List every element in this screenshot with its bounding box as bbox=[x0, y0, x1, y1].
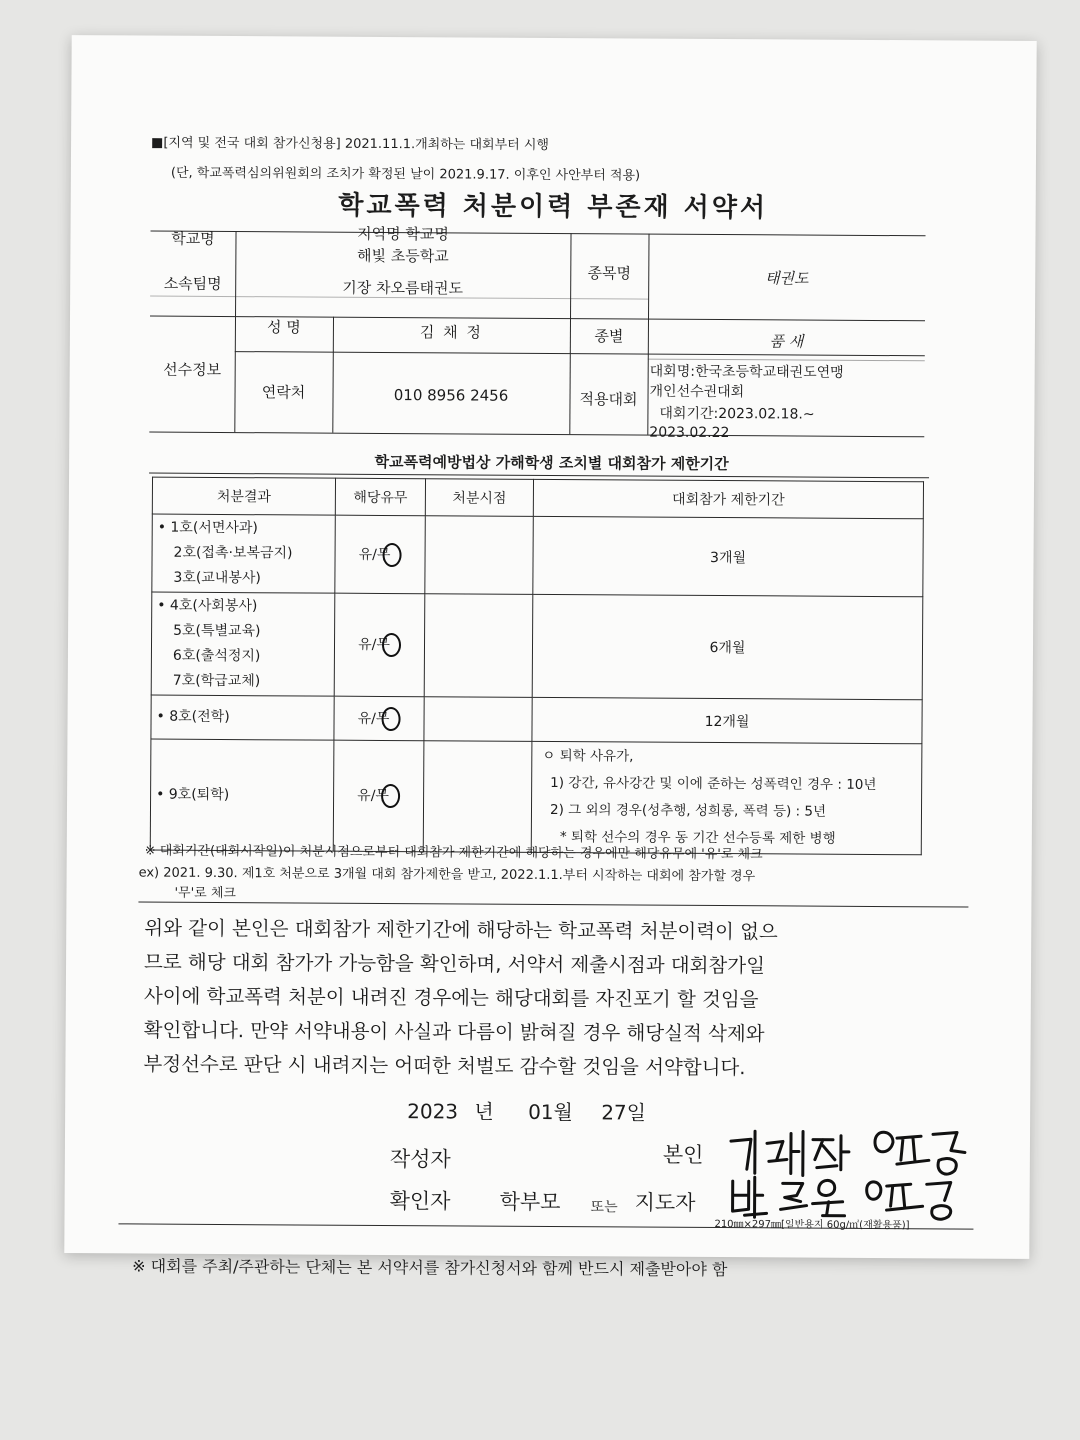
table-row bbox=[151, 592, 923, 700]
expulsion-line: * 퇴학 선수의 경우 동 기간 선수등록 제한 병행 bbox=[559, 829, 836, 847]
paper-spec: 210㎜×297㎜[일반용지 60g/㎡(재활용품)] bbox=[714, 1219, 910, 1232]
no-circle-mark bbox=[381, 784, 400, 808]
disposition-item: • 8호(전학) bbox=[156, 708, 230, 726]
no-circle-mark bbox=[381, 706, 400, 730]
type-value: 품 새 bbox=[769, 332, 804, 351]
table-row bbox=[150, 739, 922, 855]
disposition-cell bbox=[150, 739, 334, 851]
competition-line2: 개인선수권대회 bbox=[649, 383, 745, 401]
signing-date bbox=[407, 1095, 646, 1125]
event-label: 종목명 bbox=[587, 264, 632, 283]
applicable-checkbox[interactable] bbox=[334, 593, 425, 697]
pledge-line: 위와 같이 본인은 대회참가 제한기간에 해당하는 학교폭력 처분이력이 없으 bbox=[144, 916, 778, 944]
coach-label: 지도자 bbox=[634, 1190, 696, 1215]
date-day: 27일 bbox=[601, 1100, 647, 1125]
restriction-table bbox=[150, 477, 924, 856]
table-row bbox=[152, 514, 923, 597]
disposition-item: • 9호(퇴학) bbox=[156, 786, 230, 803]
disposition-cell bbox=[151, 592, 335, 696]
expulsion-line: ㅇ 퇴학 사유가, bbox=[542, 747, 634, 765]
disposition-cell bbox=[151, 695, 334, 740]
name-label: 성 명 bbox=[267, 318, 301, 337]
disposition-cell bbox=[152, 514, 335, 593]
col-header-date: 처분시점 bbox=[425, 479, 533, 517]
period-cell: 12개월 bbox=[532, 697, 922, 743]
header-line-2: (단, 학교폭력심의위원회의 조치가 확정된 날이 2021.9.17. 이후인 사안부터 적용) bbox=[170, 165, 641, 184]
school-value-line1: 지역명 학교명 bbox=[357, 224, 449, 244]
disposition-date-cell[interactable] bbox=[423, 741, 532, 853]
expulsion-line: 1) 강간, 유사강간 및 이에 준하는 성폭력인 경우 : 10년 bbox=[550, 775, 877, 793]
event-value: 태권도 bbox=[764, 269, 809, 288]
athlete-info-label: 선수정보 bbox=[163, 360, 222, 379]
team-value: 기장 차오름태권도 bbox=[342, 278, 464, 298]
applicable-checkbox[interactable] bbox=[334, 696, 424, 741]
period-cell: 3개월 bbox=[533, 516, 923, 596]
period-cell: 6개월 bbox=[532, 594, 923, 699]
self-label: 본인 bbox=[662, 1142, 704, 1167]
document-title: 학교폭력 처분이력 부존재 서약서 bbox=[338, 190, 769, 224]
table-row bbox=[151, 695, 922, 744]
school-label: 학교명 bbox=[171, 229, 215, 248]
disposition-item: • 4호(사회봉사) bbox=[157, 597, 258, 615]
team-label: 소속팀명 bbox=[163, 274, 222, 293]
applicable-checkbox[interactable] bbox=[333, 740, 424, 852]
note-line-3: '무'로 체크 bbox=[174, 885, 237, 902]
contact-label: 연락처 bbox=[261, 383, 306, 402]
parent-label: 학부모 bbox=[499, 1189, 561, 1215]
pledge-document bbox=[64, 35, 1036, 1280]
disposition-item: 3호(교내봉사) bbox=[173, 569, 261, 587]
col-header-result: 처분결과 bbox=[152, 477, 335, 515]
info-table bbox=[72, 35, 1037, 41]
confirmer-label: 확인자 bbox=[389, 1189, 451, 1214]
footer-notice: ※ 대회를 주최/주관하는 단체는 본 서약서를 참가신청서와 함께 반드시 제출받아야 함 bbox=[132, 1256, 728, 1280]
yn-label: 유/무 bbox=[357, 710, 390, 727]
header-line-1: ■[지역 및 전국 대회 참가신청용] 2021.11.1.개최하는 대회부터 시행 bbox=[151, 135, 550, 153]
writer-label: 작성자 bbox=[389, 1147, 451, 1172]
pledge-line: 확인합니다. 만약 서약내용이 사실과 다름이 밝혀질 경우 해당실적 삭제와 bbox=[143, 1018, 765, 1046]
expulsion-period-cell bbox=[531, 741, 922, 854]
disposition-item: 2호(접촉·보복금지) bbox=[173, 544, 293, 562]
no-circle-mark bbox=[382, 633, 401, 657]
col-header-period: 대회참가 제한기간 bbox=[533, 479, 923, 518]
pledge-line: 므로 해당 대회 참가가 가능함을 확인하며, 서약서 제출시점과 대회참가일 bbox=[143, 950, 766, 978]
pledge-line: 부정선수로 판단 시 내려지는 어떠한 처벌도 감수할 것임을 서약합니다. bbox=[143, 1052, 746, 1080]
yn-label: 유/무 bbox=[358, 546, 391, 563]
competition-label: 적용대회 bbox=[579, 390, 638, 409]
date-year-unit: 년 bbox=[474, 1099, 494, 1124]
competition-line1: 대회명:한국초등학교태권도연맹 bbox=[649, 363, 844, 381]
name-value: 김 채 정 bbox=[419, 323, 483, 342]
applicable-checkbox[interactable] bbox=[335, 515, 425, 594]
disposition-item: • 1호(서면사과) bbox=[157, 519, 258, 537]
pledge-line: 사이에 학교폭력 처분이 내려진 경우에는 해당대회를 자진포기 할 것임을 bbox=[143, 984, 759, 1012]
contact-value: 010 8956 2456 bbox=[393, 386, 509, 405]
yn-label: 유/무 bbox=[357, 787, 390, 805]
disposition-item: 6호(출석정지) bbox=[172, 647, 261, 665]
competition-line4: 2023.02.22 bbox=[649, 424, 730, 442]
expulsion-line: 2) 그 외의 경우(성추행, 성희롱, 폭력 등) : 5년 bbox=[549, 802, 827, 820]
disposition-date-cell[interactable] bbox=[424, 594, 533, 698]
yn-label: 유/무 bbox=[358, 636, 390, 654]
note-line-1: ※ 대회기간(대회시작일)이 처분시점으로부터 대회참가 제한기간에 해당하는 경우에만 해당유무에 '유'로 체크 bbox=[144, 843, 763, 863]
col-header-applicable: 해당유무 bbox=[335, 478, 425, 516]
competition-line3: 대회기간:2023.02.18.~ bbox=[659, 405, 815, 423]
date-year: 2023 bbox=[407, 1099, 459, 1124]
restriction-subtitle: 학교폭력예방법상 가해학생 조치별 대회참가 제한기간 bbox=[374, 452, 729, 474]
no-circle-mark bbox=[382, 542, 401, 566]
or-label: 또는 bbox=[590, 1199, 618, 1216]
table-header-row bbox=[152, 477, 923, 519]
type-label: 종별 bbox=[594, 327, 624, 346]
school-value-line2: 해빛 초등학교 bbox=[356, 246, 449, 266]
note-line-2: ex) 2021. 9.30. 제1호 처분으로 3개월 대회 참가제한을 받고, 2022.1.1.부터 시작하는 대회에 참가할 경우 bbox=[138, 865, 756, 885]
date-month: 01월 bbox=[528, 1099, 573, 1125]
pledge-paragraph bbox=[143, 912, 954, 1087]
disposition-item: 7호(학급교체) bbox=[172, 672, 261, 690]
disposition-date-cell[interactable] bbox=[425, 516, 533, 595]
disposition-item: 5호(특별교육) bbox=[173, 622, 261, 640]
disposition-date-cell[interactable] bbox=[424, 697, 532, 742]
